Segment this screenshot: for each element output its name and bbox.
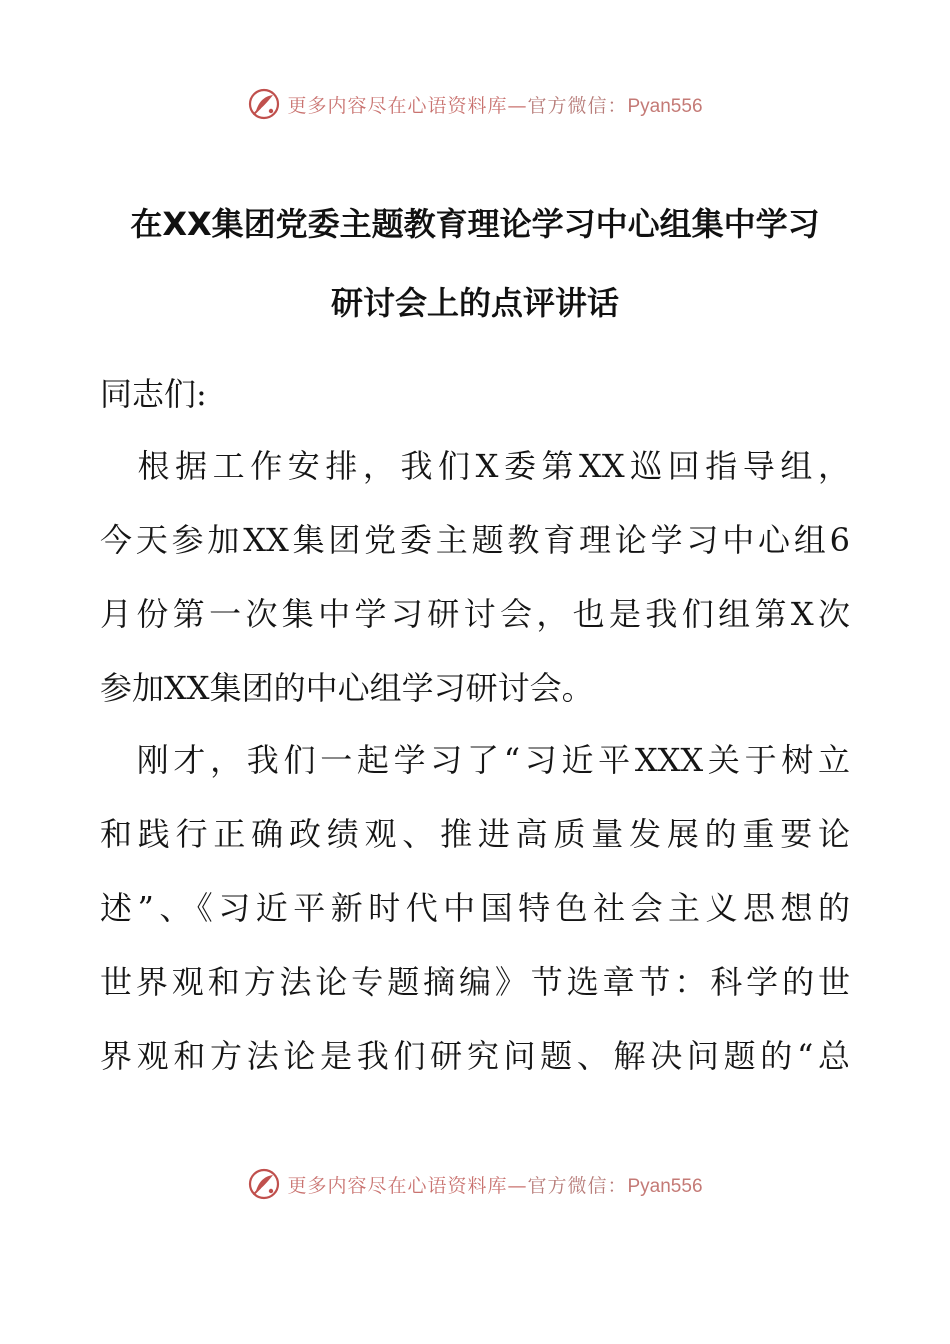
body-line: 月份第一次集中学习研讨会，也是我们组第X次 — [100, 595, 850, 633]
body-line: 今天参加XX集团党委主题教育理论学习中心组6 — [100, 521, 850, 559]
body-line: 根据工作安排，我们X委第XX巡回指导组， — [100, 447, 850, 485]
footer-banner — [0, 1162, 950, 1206]
body-line: 界观和方法论是我们研究问题、解决问题的“总 — [100, 1037, 850, 1075]
document-title-line-1: 在XX集团党委主题教育理论学习中心组集中学习 — [130, 205, 820, 243]
body-line: 述”、《习近平新时代中国特色社会主义思想的 — [100, 889, 850, 927]
body-line: 刚才，我们一起学习了“习近平XXX关于树立 — [100, 741, 850, 779]
document-title-line-2: 研讨会上的点评讲话 — [330, 284, 619, 322]
wechat-label: 官方微信： — [527, 1174, 628, 1197]
body-line: 和践行正确政绩观、推进高质量发展的重要论 — [100, 815, 850, 853]
header-banner — [0, 82, 950, 126]
wechat-id: Pyan556 — [627, 1175, 703, 1197]
banner-text: 更多内容尽在心语资料库— — [287, 94, 528, 117]
wechat-id: Pyan556 — [627, 95, 703, 117]
banner-text: 更多内容尽在心语资料库— — [287, 1174, 528, 1197]
wechat-label: 官方微信： — [527, 94, 628, 117]
brand-logo-icon — [247, 87, 281, 121]
brand-logo-icon — [247, 1167, 281, 1201]
body-line: 参加XX集团的中心组学习研讨会。 — [100, 669, 594, 707]
salutation: 同志们: — [100, 375, 207, 413]
body-line: 世界观和方法论专题摘编》节选章节：科学的世 — [100, 963, 850, 1001]
